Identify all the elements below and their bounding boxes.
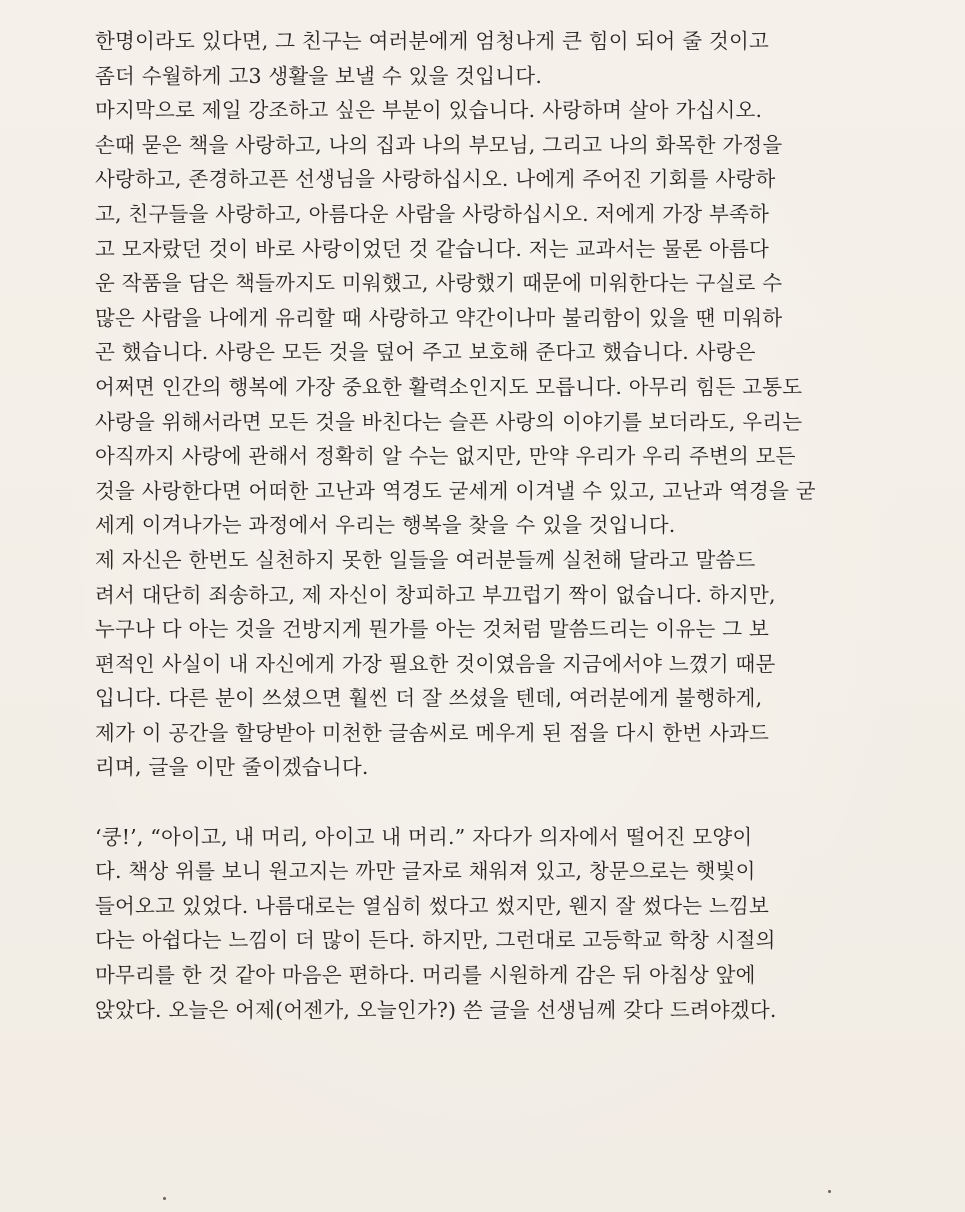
text-line: 것을 사랑한다면 어떠한 고난과 역경도 굳세게 이겨낼 수 있고, 고난과 역경을 굳 xyxy=(95,478,816,503)
paragraph-gap xyxy=(95,785,925,820)
text-line: 운 작품을 담은 책들까지도 미워했고, 사랑했기 때문에 미워한다는 구실로 수 xyxy=(95,271,783,296)
text-line: 한명이라도 있다면, 그 친구는 여러분에게 엄청나게 큰 힘이 되어 줄 것이고 xyxy=(95,29,769,53)
text-line: 세게 이겨나가는 과정에서 우리는 행복을 찾을 수 있을 것입니다. xyxy=(95,513,676,538)
body-text xyxy=(95,24,925,1027)
paragraph-2 xyxy=(95,93,925,543)
text-line: 고, 친구들을 사랑하고, 아름다운 사람을 사랑하십시오. 저에게 가장 부족하 xyxy=(95,201,769,226)
text-line: 고 모자랐던 것이 바로 사랑이었던 것 같습니다. 저는 교과서는 물론 아름다 xyxy=(95,236,769,261)
text-line: 제 자신은 한번도 실천하지 못한 일들을 여러분들께 실천해 달라고 말씀드 xyxy=(95,547,756,572)
paper-speck xyxy=(828,1190,831,1193)
text-line: 려서 대단히 죄송하고, 제 자신이 창피하고 부끄럽기 짝이 없습니다. 하지만, xyxy=(95,582,776,607)
text-line: 어쩌면 인간의 행복에 가장 중요한 활력소인지도 모릅니다. 아무리 힘든 고통도 xyxy=(95,374,803,399)
text-line: 제가 이 공간을 할당받아 미천한 글솜씨로 메우게 된 점을 다시 한번 사과드 xyxy=(95,720,769,745)
text-line: 편적인 사실이 내 자신에게 가장 필요한 것이였음을 지금에서야 느꼈기 때문 xyxy=(95,651,776,676)
text-line: 입니다. 다른 분이 쓰셨으면 훨씬 더 잘 쓰셨을 텐데, 여러분에게 불행하게, xyxy=(95,686,763,711)
paragraph-3 xyxy=(95,543,925,785)
text-line: 마무리를 한 것 같아 마음은 편하다. 머리를 시원하게 감은 뒤 아침상 앞에 xyxy=(95,963,756,988)
text-line: 손때 묻은 책을 사랑하고, 나의 집과 나의 부모님, 그리고 나의 화목한 가정을 xyxy=(95,132,783,157)
text-line: 들어오고 있었다. 나름대로는 열심히 썼다고 썼지만, 웬지 잘 썼다는 느낌보 xyxy=(95,893,769,918)
paragraph-4 xyxy=(95,820,925,1028)
paper-speck xyxy=(163,1197,166,1200)
text-line: 마지막으로 제일 강조하고 싶은 부분이 있습니다. 사랑하며 살아 가십시오. xyxy=(95,98,763,123)
text-line: 사랑하고, 존경하고픈 선생님을 사랑하십시오. 나에게 주어진 기회를 사랑하 xyxy=(95,167,776,192)
text-line: 아직까지 사랑에 관해서 정확히 알 수는 없지만, 만약 우리가 우리 주변의 모든 xyxy=(95,444,796,469)
text-line: 앉았다. 오늘은 어제(어젠가, 오늘인가?) 쓴 글을 선생님께 갖다 드려야겠다. xyxy=(95,997,777,1022)
text-line: 리며, 글을 이만 줄이겠습니다. xyxy=(95,755,369,780)
text-line: 사랑을 위해서라면 모든 것을 바친다는 슬픈 사랑의 이야기를 보더라도, 우리는 xyxy=(95,409,803,434)
text-line: ‘쿵!’, “아이고, 내 머리, 아이고 내 머리.” 자다가 의자에서 떨어진 모양이 xyxy=(95,824,753,849)
text-line: 다는 아쉽다는 느낌이 더 많이 든다. 하지만, 그런대로 고등학교 학창 시절의 xyxy=(95,928,776,953)
text-line: 좀더 수월하게 고3 생활을 보낼 수 있을 것입니다. xyxy=(95,63,543,88)
text-line: 다. 책상 위를 보니 원고지는 까만 글자로 채워져 있고, 창문으로는 햇빛이 xyxy=(95,859,756,884)
paragraph-1 xyxy=(95,24,925,93)
text-line: 많은 사람을 나에게 유리할 때 사랑하고 약간이나마 불리함이 있을 땐 미워하 xyxy=(95,305,783,330)
text-line: 누구나 다 아는 것을 건방지게 뭔가를 아는 것처럼 말씀드리는 이유는 그 보 xyxy=(95,617,769,642)
text-line: 곤 했습니다. 사랑은 모든 것을 덮어 주고 보호해 준다고 했습니다. 사랑은 xyxy=(95,340,756,365)
